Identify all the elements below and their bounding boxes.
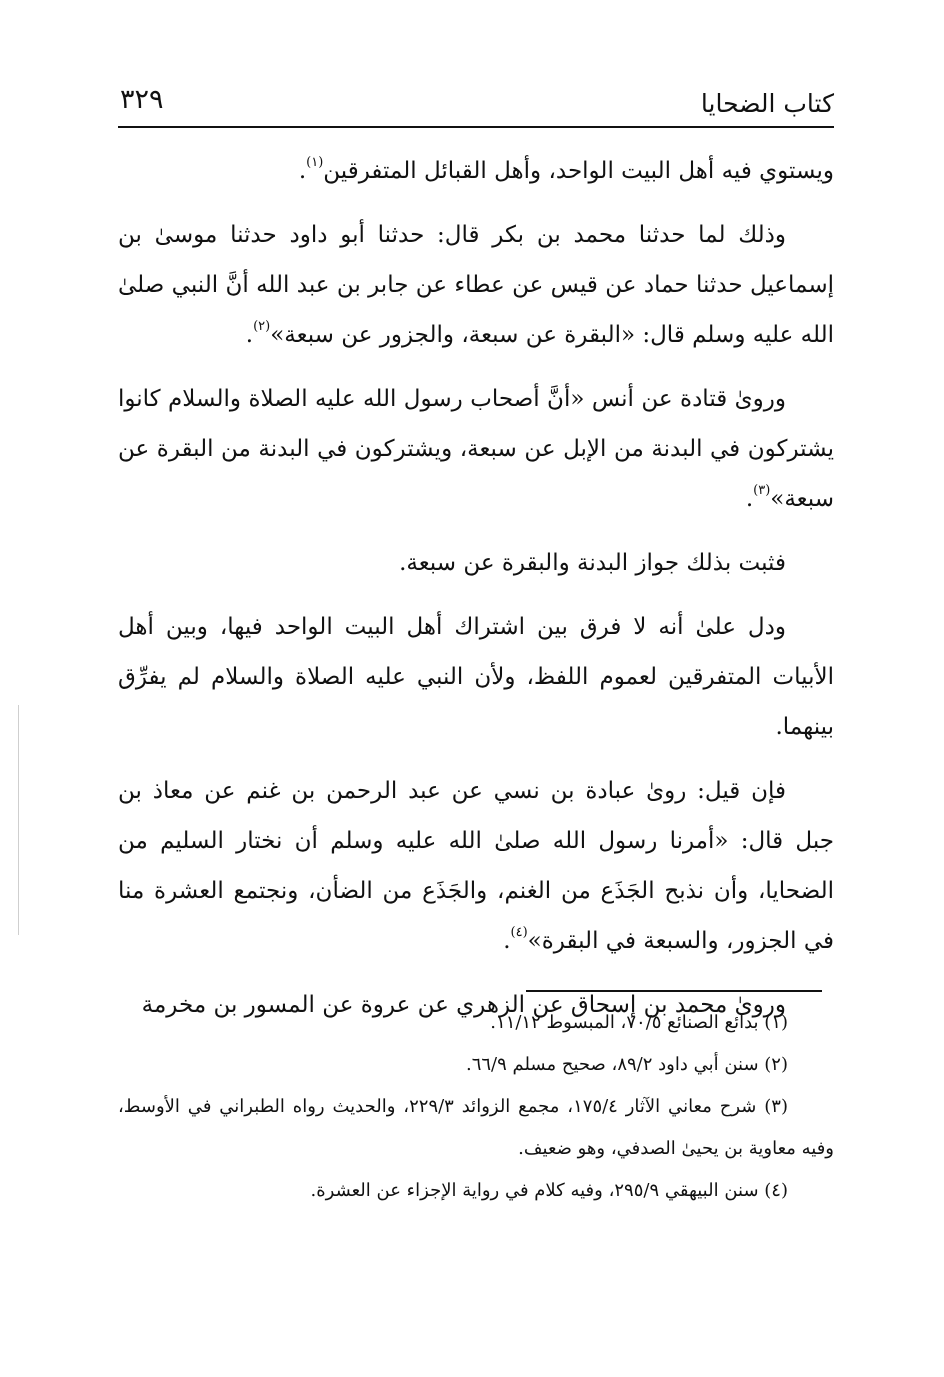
paragraph	[118, 766, 834, 966]
paragraph-text: وروىٰ قتادة عن أنس «أنَّ أصحاب رسول الله عليه الصلاة والسلام كانوا يشتركون في البدنة من الإبل عن سبعة، ويشتركون في البدنة من البقرة عن سبعة»	[118, 386, 834, 512]
footnote: (١) بدائع الصنائع ٧٠/٥، المبسوط ١١/١٢.	[490, 1012, 788, 1033]
footnote: (٤) سنن البيهقي ٢٩٥/٩، وفيه كلام في رواية الإجزاء عن العشرة.	[310, 1180, 788, 1201]
paragraph	[118, 146, 834, 196]
paragraph-end: .	[298, 158, 307, 184]
paragraph-text: وذلك لما حدثنا محمد بن بكر قال: حدثنا أبو داود حدثنا موسىٰ بن إسماعيل حدثنا حماد عن قيس عن عطاء عن جابر بن عبد الله أنَّ النبي صلىٰ الله عليه وسلم قال: «البقرة عن سبعة، والجزور عن سبعة»	[118, 222, 834, 348]
paragraph-text: وروىٰ محمد بن إسحاق عن الزهري عن عروة عن المسور بن مخرمة	[141, 992, 786, 1018]
footnote: (٣) شرح معاني الآثار ١٧٥/٤، مجمع الزوائد ٢٢٩/٣، والحديث رواه الطبراني في الأوسط، وفيه معاوية بن يحيىٰ الصدفي، وهو ضعيف.	[118, 1096, 834, 1159]
scan-margin-line	[18, 705, 19, 935]
paragraph	[118, 210, 834, 360]
page-header	[118, 80, 834, 128]
paragraph-text: فإن قيل: روىٰ عبادة بن نسي عن عبد الرحمن بن غنم عن معاذ بن جبل قال: «أمرنا رسول الله صلىٰ الله عليه وسلم أن نختار السليم من الضحايا، وأن نذبح الجَذَع من الغنم، والجَذَع من الضأن، ونجتمع العشرة منا في الجزور، والسبعة في البقرة»	[118, 778, 834, 954]
footnotes	[118, 1002, 834, 1212]
footnote: (٢) سنن أبي داود ٨٩/٢، صحيح مسلم ٦٦/٩.	[465, 1054, 788, 1075]
paragraph-end: .	[503, 928, 511, 954]
footnote-marker: (٣)	[753, 483, 771, 498]
main-text	[118, 146, 834, 1044]
paragraph	[118, 602, 834, 752]
footnote-marker: (١)	[306, 155, 324, 170]
running-title: كتاب الضحايا	[700, 89, 834, 118]
footnote-marker: (٤)	[510, 925, 528, 940]
page-number: ٣٢٩	[120, 84, 164, 115]
paragraph-end: .	[745, 486, 754, 512]
paragraph-text: فثبت بذلك جواز البدنة والبقرة عن سبعة.	[399, 550, 786, 576]
paragraph-text: ودل علىٰ أنه لا فرق بين اشتراك أهل البيت الواحد فيها، وبين أهل الأبيات المتفرقين لعموم اللفظ، ولأن النبي عليه الصلاة والسلام لم يفرِّق بينهما.	[118, 614, 834, 740]
paragraph	[118, 538, 834, 588]
paragraph	[118, 374, 834, 524]
footnote-separator	[526, 990, 822, 992]
paragraph-end: .	[245, 322, 254, 348]
paragraph-text: ويستوي فيه أهل البيت الواحد، وأهل القبائل المتفرقين	[323, 158, 834, 184]
footnote-marker: (٢)	[253, 319, 271, 334]
